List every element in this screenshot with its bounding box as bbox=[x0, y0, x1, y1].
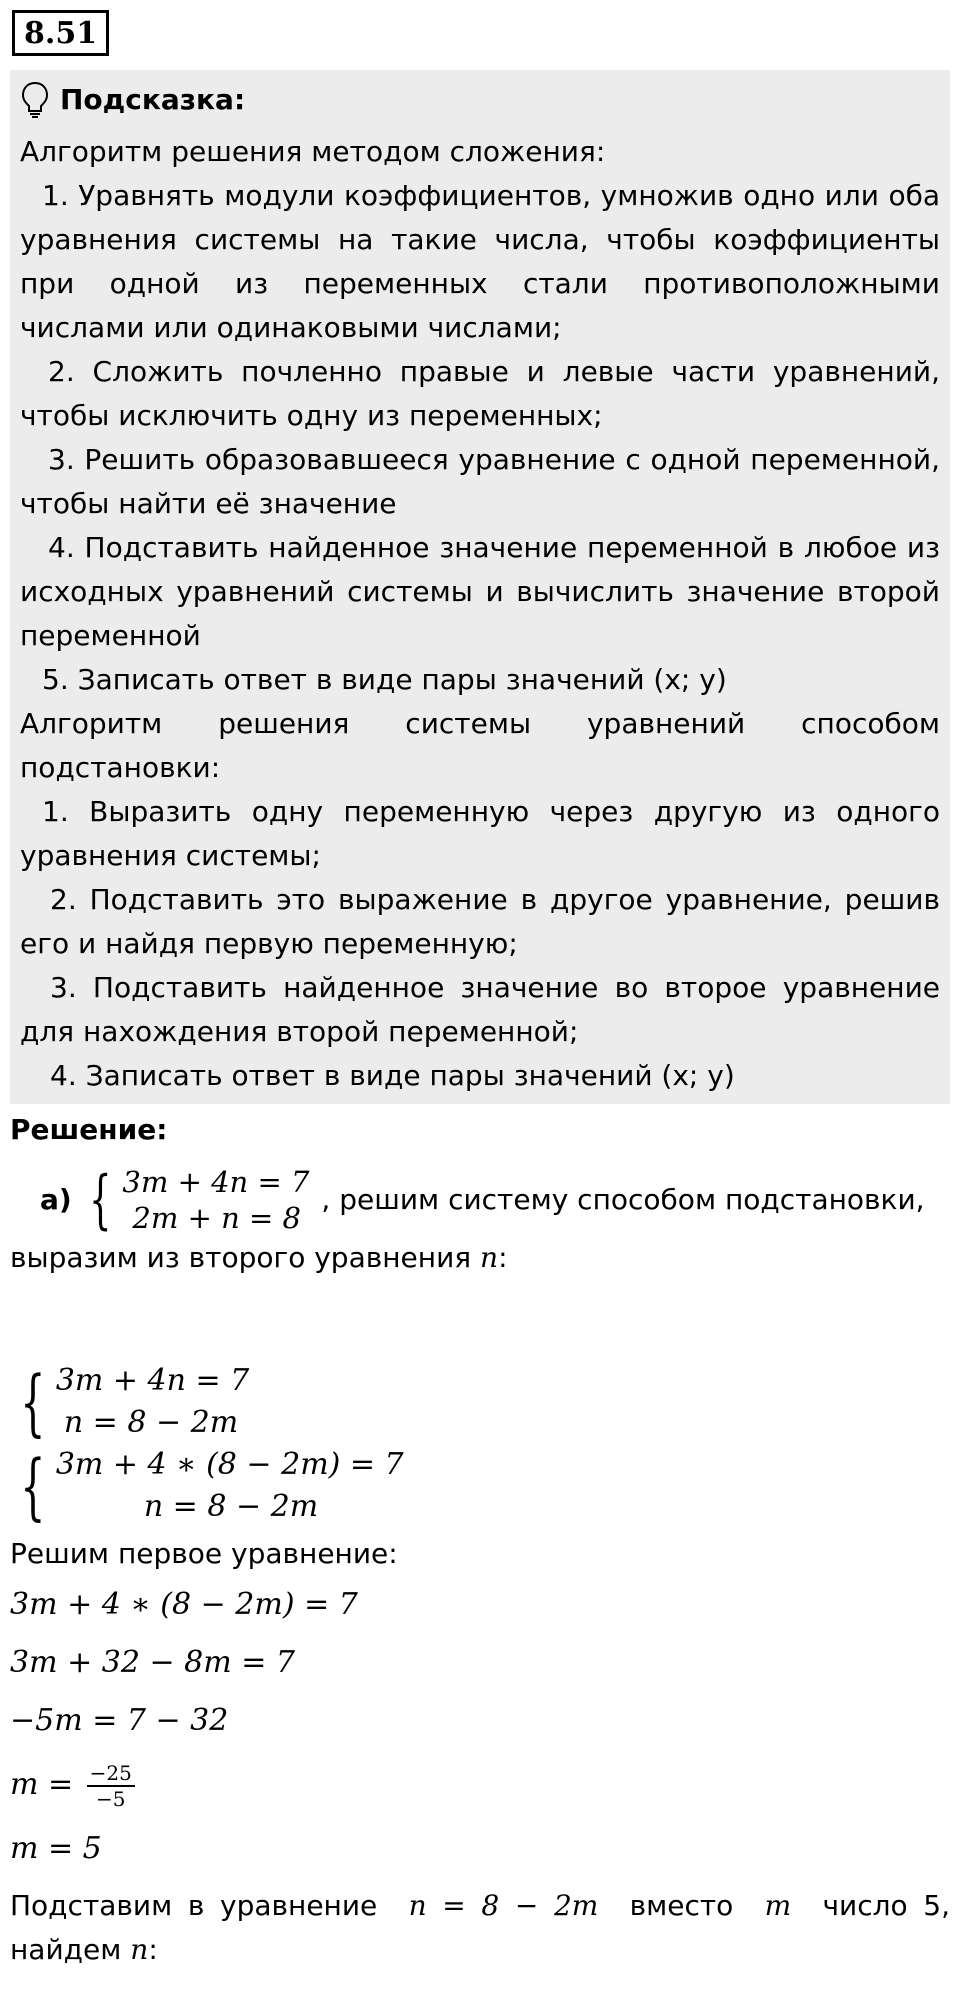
part-a-label: а) bbox=[40, 1183, 72, 1216]
part-a bbox=[10, 1164, 950, 1280]
substitute-p3: число 5, bbox=[822, 1889, 950, 1922]
method-sub-step-3: 3. Подставить найденное значение во второе уравнение для нахождения второй переменной; bbox=[20, 971, 940, 1048]
system-1: { 3m + 4n = 7 n = 8 − 2m bbox=[20, 1360, 250, 1444]
equation-3: −5m = 7 − 32 bbox=[10, 1703, 229, 1738]
part-a-text: , решим систему способом подстановки, bbox=[321, 1183, 925, 1216]
fraction bbox=[87, 1761, 135, 1811]
part-a-system: { 3m + 4n = 7 2m + n = 8 bbox=[88, 1163, 310, 1237]
part-a-text-2: выразим из второго уравнения bbox=[10, 1241, 472, 1274]
substitute-p4: найдем bbox=[10, 1933, 122, 1966]
method-sub-step-4: 4. Записать ответ в виде пары значений (x; y) bbox=[50, 1059, 735, 1092]
equation-1: 3m + 4 ∗ (8 − 2m) = 7 bbox=[10, 1587, 358, 1622]
substitute-eq: n = 8 − 2m bbox=[408, 1889, 599, 1922]
substitute-var: m bbox=[764, 1889, 792, 1922]
system-1-eq-2: n = 8 − 2m bbox=[63, 1405, 239, 1440]
hint-title-text: Подсказка: bbox=[60, 83, 246, 116]
system-2-eq-2: n = 8 − 2m bbox=[143, 1489, 319, 1524]
system-1-eq-1: 3m + 4n = 7 bbox=[55, 1363, 250, 1398]
part-a-var: n bbox=[480, 1241, 499, 1274]
fraction-denominator: −5 bbox=[96, 1787, 126, 1811]
method-add-title: Алгоритм решения методом сложения: bbox=[20, 135, 606, 168]
system-2-eq-1: 3m + 4 ∗ (8 − 2m) = 7 bbox=[55, 1447, 404, 1482]
method-add-step-1: 1. Уравнять модули коэффициентов, умножив одно или оба уравнения системы на такие числа, чтобы коэффициенты при одной из переменных стали противоположными числами или одинаковыми числами; bbox=[20, 179, 940, 344]
solution-title: Решение: bbox=[10, 1113, 168, 1146]
fraction-equation bbox=[10, 1750, 950, 1820]
method-sub-title: Алгоритм решения системы уравнений способом подстановки: bbox=[20, 707, 940, 784]
result-m: m = 5 bbox=[10, 1831, 102, 1866]
method-sub-step-1: 1. Выразить одну переменную через другую из одного уравнения системы; bbox=[20, 795, 940, 872]
substitute-var2: n bbox=[130, 1933, 149, 1966]
method-add-step-4: 4. Подставить найденное значение переменной в любое из исходных уравнений системы и вычислить значение второй переменной bbox=[20, 531, 940, 652]
hint-title bbox=[20, 78, 940, 122]
system-2: { 3m + 4 ∗ (8 − 2m) = 7 n = 8 − 2m bbox=[20, 1444, 404, 1528]
method-add-step-2: 2. Сложить почленно правые и левые части уравнений, чтобы исключить одну из переменных; bbox=[20, 355, 940, 432]
part-a-eq-2: 2m + n = 8 bbox=[132, 1201, 301, 1235]
fraction-numerator: −25 bbox=[87, 1761, 135, 1787]
solve-first-text: Решим первое уравнение: bbox=[10, 1537, 398, 1570]
method-add-step-5: 5. Записать ответ в виде пары значений (x; y) bbox=[42, 663, 727, 696]
substitute-colon: : bbox=[148, 1933, 158, 1966]
method-add-step-3: 3. Решить образовавшееся уравнение с одной переменной, чтобы найти её значение bbox=[20, 443, 940, 520]
method-sub-step-2: 2. Подставить это выражение в другое уравнение, решив его и найдя первую переменную; bbox=[20, 883, 940, 960]
part-a-eq-1: 3m + 4n = 7 bbox=[122, 1165, 310, 1199]
part-a-colon: : bbox=[498, 1241, 508, 1274]
hint-box bbox=[10, 70, 950, 1104]
equation-2: 3m + 32 − 8m = 7 bbox=[10, 1645, 295, 1680]
substitute-p1: Подставим в уравнение bbox=[10, 1889, 378, 1922]
fraction-lhs: m = bbox=[10, 1767, 74, 1802]
task-number: 8.51 bbox=[12, 10, 109, 56]
substitute-p2: вместо bbox=[629, 1889, 734, 1922]
substitute-text bbox=[10, 1884, 950, 1972]
lightbulb-icon bbox=[20, 80, 50, 120]
